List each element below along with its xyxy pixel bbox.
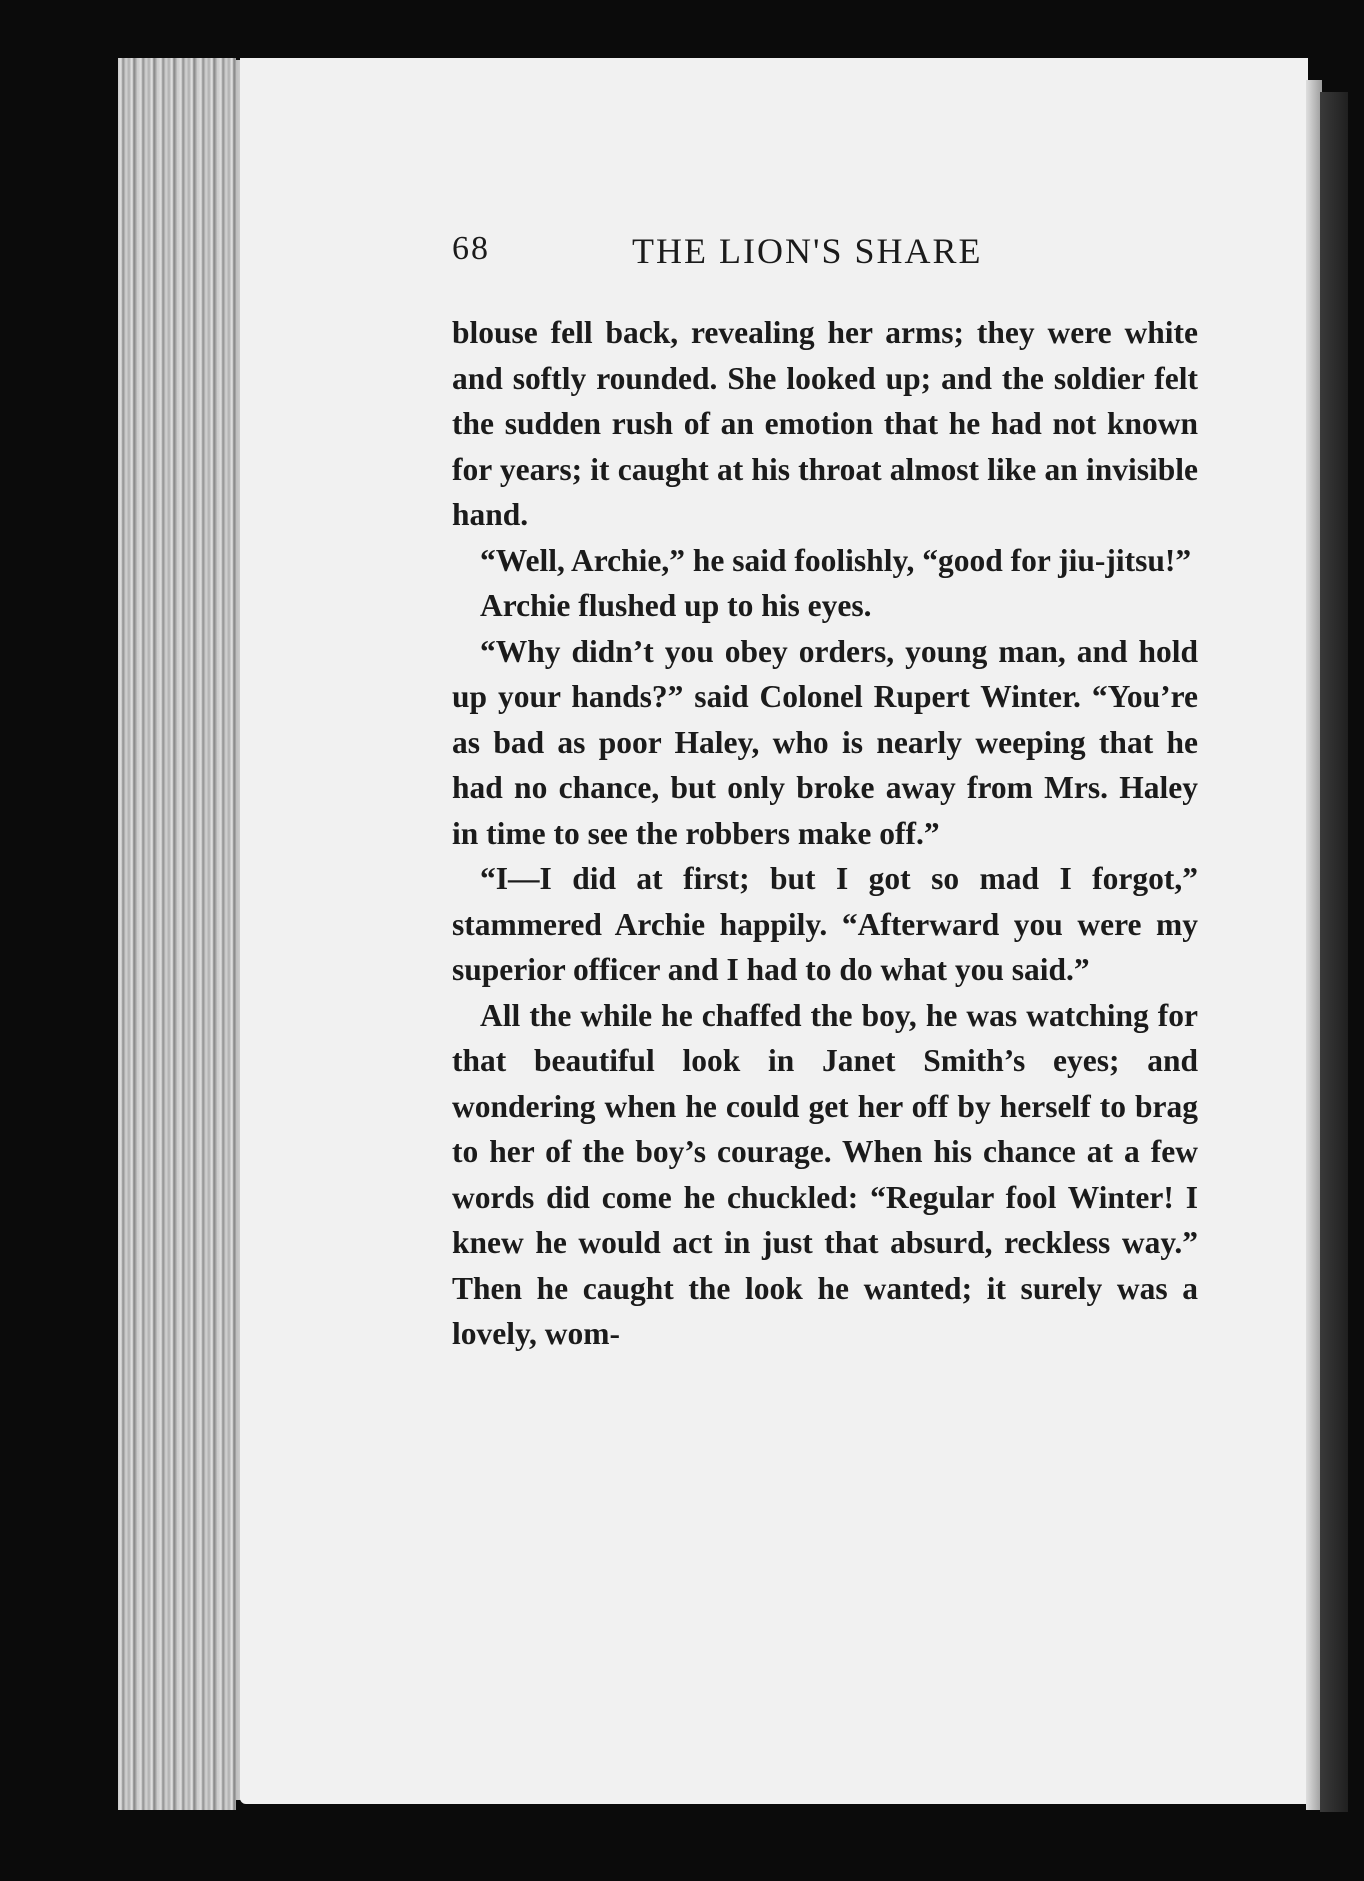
page-number: 68 — [452, 230, 490, 267]
paragraph-5: “I—I did at first; but I got so mad I forgot,” stammered Archie happily. “Afterward you were my superior officer and I had to do what you said.” — [452, 861, 1198, 987]
book-spine-edge — [118, 58, 236, 1810]
paragraph-2: “Well, Archie,” he said foolishly, “good for jiu-jitsu!” — [480, 542, 1192, 578]
page-text-block — [452, 230, 1198, 1357]
body-text — [452, 310, 1198, 1357]
paragraph-1: blouse fell back, revealing her arms; they were white and softly rounded. She looked up; and the soldier felt the sudden rush of an emotion that he had not known for years; it caught at his throat almost like an invisible hand. — [452, 315, 1198, 532]
paragraph-3: Archie flushed up to his eyes. — [480, 588, 872, 623]
paragraph-4: “Why didn’t you obey orders, young man, and hold up your hands?” said Colonel Rupert Winter. “You’re as bad as poor Haley, who is nearly weeping that he had no chance, but only broke away from Mrs. Haley in time to see the robbers make off.” — [452, 633, 1198, 851]
paragraph-6: All the while he chaffed the boy, he was watching for that beautiful look in Janet Smith’s eyes; and wondering when he could get her off by herself to brag to her of the boy’s courage. When his chance at a few words did come he chuckled: “Regular fool Winter! I knew he would act in just that absurd, reckless way.” Then he caught the look he wanted; it surely was a lovely, wom- — [452, 997, 1198, 1351]
adjacent-page-edge — [1320, 92, 1348, 1812]
book-title: THE LION'S SHARE — [632, 231, 983, 271]
running-head — [452, 230, 1198, 290]
